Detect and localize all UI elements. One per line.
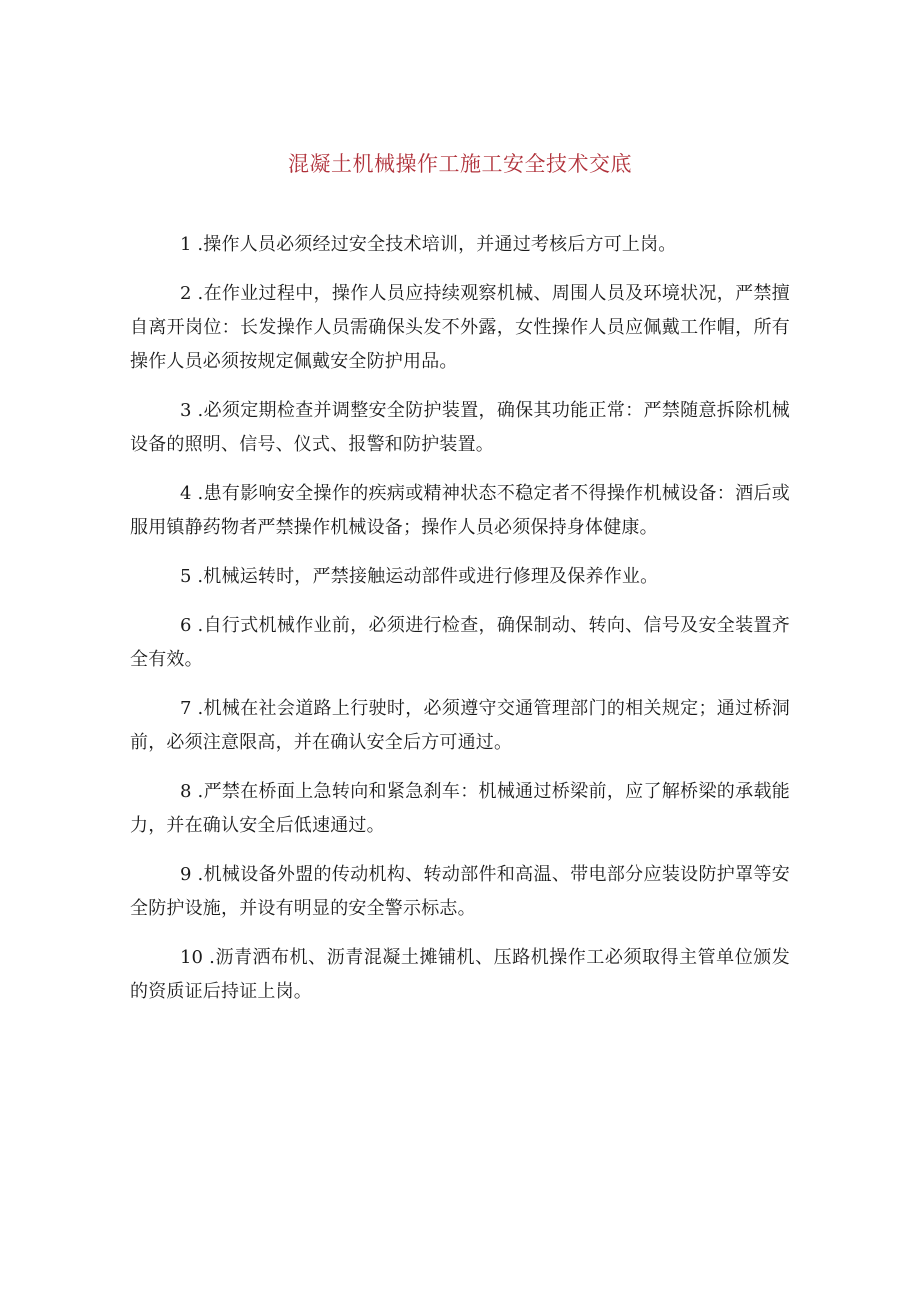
- list-item: [130, 560, 790, 594]
- item-text: 机械在社会道路上行驶时，必须遵守交通管理部门的相关规定；通过桥洞前，必须注意限高，并在确认安全后方可通过。: [130, 698, 791, 753]
- item-number: 3: [180, 400, 192, 421]
- item-text: 沥青洒布机、沥青混凝土摊铺机、压路机操作工必须取得主管单位颁发的资质证后持证上岗。: [130, 947, 791, 1002]
- list-item: [130, 941, 790, 1009]
- item-separator: .: [191, 566, 204, 587]
- list-item: [130, 277, 790, 379]
- list-item: [130, 228, 790, 262]
- item-number: 10: [180, 947, 203, 968]
- item-separator: .: [191, 615, 204, 636]
- item-separator: .: [191, 698, 204, 719]
- item-text: 自行式机械作业前，必须进行检查，确保制动、转向、信号及安全装置齐全有效。: [130, 615, 791, 670]
- item-number: 5: [180, 566, 192, 587]
- item-separator: .: [191, 483, 204, 504]
- item-text: 患有影响安全操作的疾病或精神状态不稳定者不得操作机械设备：酒后或服用镇静药物者严禁操作机械设备；操作人员必须保持身体健康。: [130, 483, 791, 538]
- document-body: [130, 228, 790, 1024]
- item-number: 8: [180, 781, 192, 802]
- list-item: [130, 609, 790, 677]
- item-separator: .: [191, 283, 204, 304]
- list-item: [130, 692, 790, 760]
- list-item: [130, 858, 790, 926]
- item-text: 机械设备外盟的传动机构、转动部件和高温、带电部分应装设防护罩等安全防护设施，并设有明显的安全警示标志。: [130, 864, 791, 919]
- item-text: 必须定期检查并调整安全防护装置，确保其功能正常：严禁随意拆除机械设备的照明、信号、仪式、报警和防护装置。: [130, 400, 791, 455]
- item-separator: .: [202, 947, 216, 968]
- item-number: 4: [180, 483, 192, 504]
- document-title: 混凝土机械操作工施工安全技术交底: [288, 152, 632, 176]
- item-text: 在作业过程中，操作人员应持续观察机械、周围人员及环境状况，严禁擅自离开岗位：长发操作人员需确保头发不外露，女性操作人员应佩戴工作帽，所有操作人员必须按规定佩戴安全防护用品。: [130, 283, 791, 372]
- item-text: 操作人员必须经过安全技术培训，并通过考核后方可上岗。: [203, 234, 677, 255]
- item-number: 2: [180, 283, 192, 304]
- item-number: 9: [180, 864, 192, 885]
- item-separator: .: [191, 234, 204, 255]
- list-item: [130, 477, 790, 545]
- list-item: [130, 775, 790, 843]
- list-item: [130, 394, 790, 462]
- item-number: 6: [180, 615, 192, 636]
- item-separator: .: [191, 781, 204, 802]
- item-text: 严禁在桥面上急转向和紧急刹车：机械通过桥梁前，应了解桥梁的承载能力，并在确认安全后低速通过。: [130, 781, 791, 836]
- item-number: 1: [180, 234, 192, 255]
- item-number: 7: [180, 698, 192, 719]
- item-text: 机械运转时，严禁接触运动部件或进行修理及保养作业。: [203, 566, 659, 587]
- item-separator: .: [191, 400, 204, 421]
- item-separator: .: [191, 864, 204, 885]
